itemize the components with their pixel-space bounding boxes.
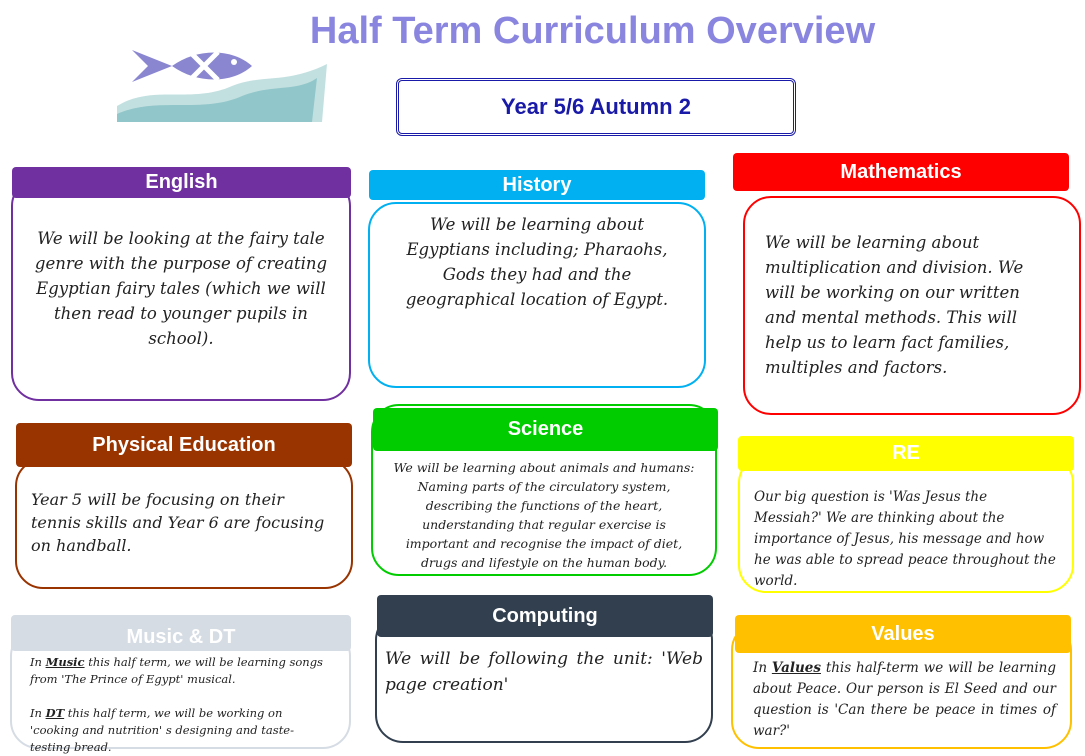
english-text: We will be looking at the fairy tale genre with the purpose of creating Egyptian fairy tales (which we will then read to younger pupils in school). [34, 229, 328, 348]
maths-heading: Mathematics [733, 153, 1069, 191]
values-heading: Values [735, 615, 1071, 653]
english-heading: English [12, 167, 351, 198]
music-dt-heading: Music & DT [11, 615, 351, 651]
pe-heading: Physical Education [16, 423, 352, 467]
history-box [368, 202, 706, 388]
pe-text: Year 5 will be focusing on their tennis skills and Year 6 are focusing on handball. [31, 490, 325, 555]
english-box [11, 178, 351, 401]
re-box [738, 455, 1074, 593]
computing-heading: Computing [377, 595, 713, 637]
fish-waves-logo-icon [112, 44, 327, 122]
history-text: We will be learning about Egyptians including; Pharaohs, Gods they had and the geographical location of Egypt. [405, 215, 669, 309]
values-text: In Values this half-term we will be learning about Peace. Our person is El Seed and our question is 'Can there be peace in times of war?' [753, 660, 1056, 739]
music-keyword: Music [45, 655, 85, 669]
year-badge: Year 5/6 Autumn 2 [396, 78, 796, 136]
page-title: Half Term Curriculum Overview [309, 10, 876, 52]
pe-box [15, 458, 353, 589]
history-heading: History [369, 170, 705, 200]
maths-box [743, 196, 1081, 415]
dt-keyword: DT [45, 706, 65, 720]
maths-text: We will be learning about multiplication and division. We will be working on our written and mental methods. This will help us to learn fact families, multiples and factors. [765, 233, 1024, 377]
re-text: Our big question is 'Was Jesus the Messiah?' We are thinking about the importance of Jesus, his message and how he was able to spread peace throughout the world. [754, 489, 1056, 589]
dt-text: In DT this half term, we will be working on 'cooking and nutrition' s designing and taste-testing bread. [30, 706, 295, 754]
science-text: We will be learning about animals and humans: Naming parts of the circulatory system, describing the functions of the heart, understanding that regular exercise is important and recognise the impact of diet, drugs and lifestyle on the human body. [393, 460, 695, 570]
computing-text: We will be following the unit: 'Web page creation' [385, 649, 703, 695]
science-heading: Science [373, 408, 718, 451]
re-heading: RE [738, 436, 1074, 471]
values-keyword: Values [771, 660, 821, 676]
music-text: In Music this half term, we will be learning songs from 'The Prince of Egypt' musical. [30, 655, 323, 686]
